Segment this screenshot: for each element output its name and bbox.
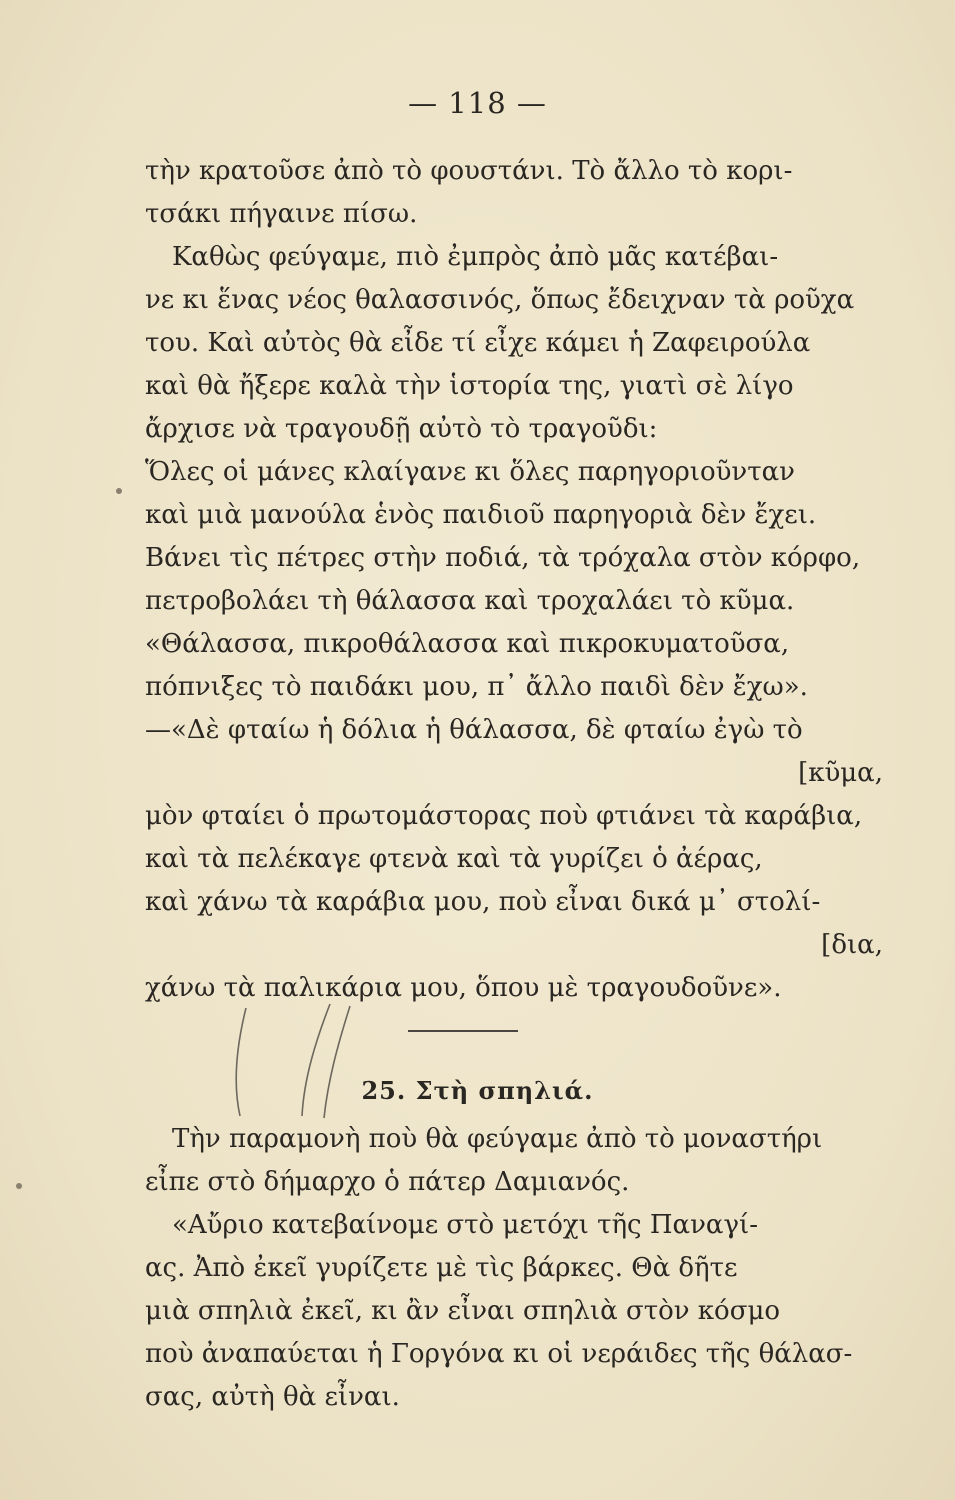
- verse-line: —«Δὲ φταίω ἡ δόλια ἡ θάλασσα, δὲ φταίω ἐγὼ τὸ: [145, 715, 803, 745]
- section-divider: [408, 1030, 518, 1032]
- text-line: καὶ θὰ ἤξερε καλὰ τὴν ἱστορία της, γιατὶ σὲ λίγο: [145, 371, 794, 401]
- verse-line: μὸν φταίει ὁ πρωτομάστορας ποὺ φτιάνει τὰ καράβια,: [145, 801, 863, 831]
- text-line: Καθὼς φεύγαμε, πιὸ ἐμπρὸς ἀπὸ μᾶς κατέβαι-: [172, 242, 779, 272]
- text-line: νε κι ἕνας νέος θαλασσινός, ὅπως ἔδειχναν τὰ ροῦχα: [145, 285, 855, 315]
- text-line: εἶπε στὸ δήμαρχο ὁ πάτερ Δαμιανός.: [145, 1167, 630, 1197]
- verse-line: Ὅλες οἱ μάνες κλαίγανε κι ὅλες παρηγοριοῦνταν: [145, 457, 795, 487]
- verse-line: καὶ χάνω τὰ καράβια μου, ποὺ εἶναι δικά μ᾿ στολί-: [145, 887, 821, 917]
- text-line: του. Καὶ αὐτὸς θὰ εἶδε τί εἶχε κάμει ἡ Ζαφειρούλα: [145, 328, 811, 358]
- verse-continuation: [κῦμα,: [798, 758, 883, 788]
- page-number: — 118 —: [408, 86, 547, 120]
- verse-line: Βάνει τὶς πέτρες στὴν ποδιά, τὰ τρόχαλα στὸν κόρφο,: [145, 543, 861, 573]
- text-line: μιὰ σπηλιὰ ἐκεῖ, κι ἂν εἶναι σπηλιὰ στὸν κόσμο: [145, 1296, 781, 1326]
- text-line: «Αὔριο κατεβαίνομε στὸ μετόχι τῆς Παναγί-: [172, 1210, 758, 1240]
- text-line: σας, αὐτὴ θὰ εἶναι.: [145, 1382, 400, 1412]
- verse-line: χάνω τὰ παλικάρια μου, ὅπου μὲ τραγουδοῦνε».: [145, 973, 782, 1003]
- verse-line: πόπνιξες τὸ παιδάκι μου, π᾿ ἄλλο παιδὶ δὲν ἔχω».: [145, 672, 808, 702]
- text-line: ἄρχισε νὰ τραγουδῇ αὐτὸ τὸ τραγοῦδι:: [145, 414, 658, 444]
- verse-continuation: [δια,: [821, 930, 883, 960]
- verse-line: «Θάλασσα, πικροθάλασσα καὶ πικροκυματοῦσα,: [145, 629, 790, 659]
- verse-line: καὶ τὰ πελέκαγε φτενὰ καὶ τὰ γυρίζει ὁ ἀέρας,: [145, 844, 763, 874]
- text-line: ας. Ἀπὸ ἐκεῖ γυρίζετε μὲ τὶς βάρκες. Θὰ δῆτε: [145, 1253, 738, 1283]
- text-line: τὴν κρατοῦσε ἀπὸ τὸ φουστάνι. Τὸ ἄλλο τὸ κορι-: [145, 156, 793, 186]
- text-line: ποὺ ἀναπαύεται ἡ Γοργόνα κι οἱ νεράιδες τῆς θάλασ-: [145, 1339, 853, 1369]
- section-heading: 25. Στὴ σπηλιά.: [361, 1076, 594, 1105]
- ink-speck: [16, 1183, 22, 1189]
- verse-line: καὶ μιὰ μανούλα ἑνὸς παιδιοῦ παρηγοριὰ δὲν ἔχει.: [145, 500, 817, 530]
- text-line: Τὴν παραμονὴ ποὺ θὰ φεύγαμε ἀπὸ τὸ μοναστήρι: [172, 1124, 823, 1154]
- text-line: τσάκι πήγαινε πίσω.: [145, 199, 418, 229]
- verse-line: πετροβολάει τὴ θάλασσα καὶ τροχαλάει τὸ κῦμα.: [145, 586, 795, 616]
- ink-speck: [116, 488, 122, 494]
